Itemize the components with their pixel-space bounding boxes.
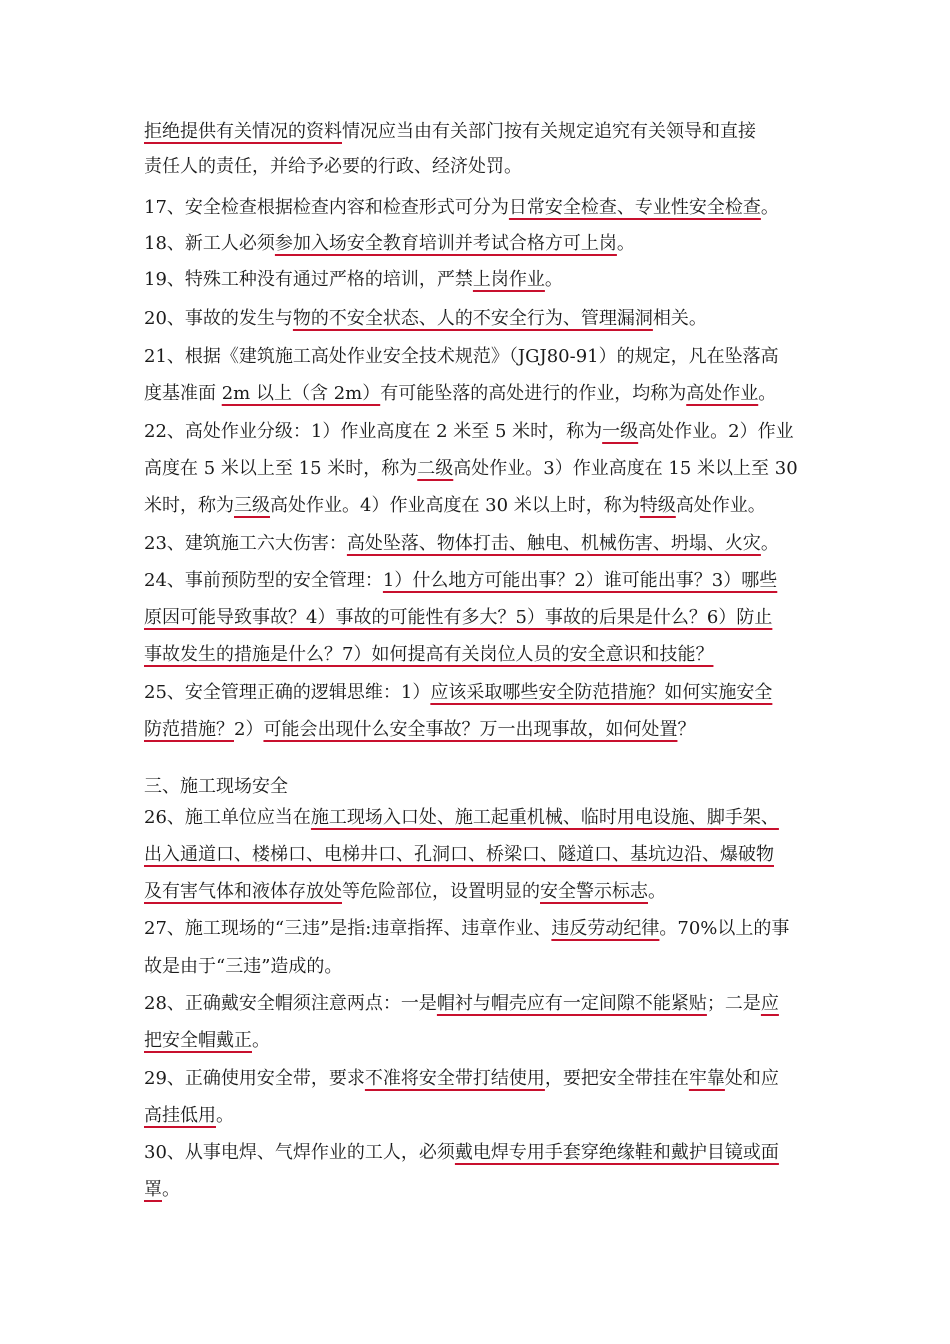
underlined-answer: 二级 <box>417 458 454 479</box>
underlined-answer: 罩 <box>144 1179 162 1200</box>
item-22: 22、高处作业分级：1）作业高度在 2 米至 5 米时，称为一级高处作业。2）作业 <box>144 421 794 442</box>
underlined-answer: 高挂低用 <box>144 1105 216 1126</box>
underlined-answer: 物的不安全状态、人的不安全行为、管理漏洞 <box>292 308 653 329</box>
section-heading: 三、施工现场安全 <box>144 776 288 797</box>
item-19: 19、特殊工种没有通过严格的培训，严禁上岗作业。 <box>144 269 563 290</box>
underlined-answer: 上岗作业 <box>472 269 545 290</box>
underlined-answer: 帽衬与帽壳应有一定间隙不能紧贴 <box>436 993 707 1014</box>
underlined-answer: 事故发生的措施是什么？7）如何提高有关岗位人员的安全意识和技能？ <box>144 644 714 665</box>
text-line: 罩。 <box>144 1179 180 1200</box>
text-line: 高挂低用。 <box>144 1105 234 1126</box>
item-27: 27、施工现场的“三违”是指:违章指挥、违章作业、违反劳动纪律。70%以上的事 <box>144 918 790 939</box>
text-line <box>144 606 812 630</box>
underlined-answer: 原因可能导致事故？4）事故的可能性有多大？5）事故的后果是什么？6）防止 <box>144 607 773 628</box>
item-17: 17、安全检查根据检查内容和检查形式可分为日常安全检查、专业性安全检查。 <box>144 197 779 218</box>
item-25: 25、安全管理正确的逻辑思维：1）应该采取哪些安全防范措施？如何实施安全 <box>144 682 773 703</box>
item-29: 29、正确使用安全带，要求不准将安全带打结使用，要把安全带挂在牢靠处和应 <box>144 1068 779 1089</box>
underlined-answer: 2m 以上（含 2m） <box>221 383 381 404</box>
underlined-answer: 把安全帽戴正 <box>144 1030 252 1051</box>
underlined-answer: 应该采取哪些安全防范措施？如何实施安全 <box>430 682 773 703</box>
item-30: 30、从事电焊、气焊作业的工人，必须戴电焊专用手套穿绝缘鞋和戴护目镜或面 <box>144 1142 779 1163</box>
underlined-answer: 施工现场入口处、施工起重机械、临时用电设施、脚手架、 <box>310 807 779 828</box>
underlined-answer: 三级 <box>234 495 270 516</box>
underlined-answer: 防范措施？ <box>144 719 234 740</box>
underlined-answer: 牢靠 <box>688 1068 725 1089</box>
item-26: 26、施工单位应当在施工现场入口处、施工起重机械、临时用电设施、脚手架、 <box>144 807 779 828</box>
underlined-answer: 特级 <box>639 495 676 516</box>
item-18: 18、新工人必须参加入场安全教育培训并考试合格方可上岗。 <box>144 233 635 254</box>
underlined-answer: 出入通道口、楼梯口、电梯井口、孔洞口、桥梁口、隧道口、基坑边沿、爆破物 <box>144 844 774 865</box>
text-line <box>144 843 812 867</box>
text-line: 及有害气体和液体存放处等危险部位，设置明显的安全警示标志。 <box>144 881 666 902</box>
item-21: 21、根据《建筑施工高处作业安全技术规范》（JGJ80-91）的规定，凡在坠落高 <box>144 346 779 367</box>
item-20: 20、事故的发生与物的不安全状态、人的不安全行为、管理漏洞相关。 <box>144 308 707 329</box>
item-28: 28、正确戴安全帽须注意两点：一是帽衬与帽壳应有一定间隙不能紧贴；二是应 <box>144 993 779 1014</box>
underlined-answer: 不准将安全带打结使用 <box>364 1068 545 1089</box>
underlined-answer: 高处坠落、物体打击、触电、机械伤害、坍塌、火灾 <box>346 533 761 554</box>
underlined-answer: 及有害气体和液体存放处 <box>144 881 342 902</box>
underlined-answer: 安全警示标志 <box>540 881 648 902</box>
underlined-answer: 1）什么地方可能出事？2）谁可能出事？3）哪些 <box>382 570 778 591</box>
text-line: 度基准面 2m 以上（含 2m）有可能坠落的高处进行的作业，均称为高处作业。 <box>144 383 777 404</box>
underlined-answer: 应 <box>760 993 779 1014</box>
text-line: 米时，称为三级高处作业。4）作业高度在 30 米以上时，称为特级高处作业。 <box>144 495 766 516</box>
text-line: 高度在 5 米以上至 15 米时，称为二级高处作业。3）作业高度在 15 米以上至 30 <box>144 458 798 479</box>
underlined-answer: 参加入场安全教育培训并考试合格方可上岗 <box>274 233 617 254</box>
underlined-answer: 一级 <box>602 421 639 442</box>
text-line: 故是由于“三违”造成的。 <box>144 956 343 977</box>
underlined-answer: 日常安全检查、专业性安全检查 <box>508 197 761 218</box>
text-line: 防范措施？2）可能会出现什么安全事故？万一出现事故，如何处置？ <box>144 719 696 740</box>
text-line <box>144 643 812 667</box>
underlined-answer: 戴电焊专用手套穿绝缘鞋和戴护目镜或面 <box>454 1142 779 1163</box>
text-line: 拒绝提供有关情况的资料情况应当由有关部门按有关规定追究有关领导和直接 <box>144 121 756 142</box>
item-24: 24、事前预防型的安全管理：1）什么地方可能出事？2）谁可能出事？3）哪些 <box>144 570 778 591</box>
underlined-answer: 拒绝提供有关情况的资料 <box>144 121 342 142</box>
text-line: 责任人的责任，并给予必要的行政、经济处罚。 <box>144 156 522 177</box>
item-23: 23、建筑施工六大伤害：高处坠落、物体打击、触电、机械伤害、坍塌、火灾。 <box>144 533 779 554</box>
underlined-answer: 高处作业 <box>686 383 759 404</box>
text-line: 把安全帽戴正。 <box>144 1030 270 1051</box>
underlined-answer: 可能会出现什么安全事故？万一出现事故，如何处置 <box>263 719 678 740</box>
underlined-answer: 违反劳动纪律 <box>551 918 660 939</box>
